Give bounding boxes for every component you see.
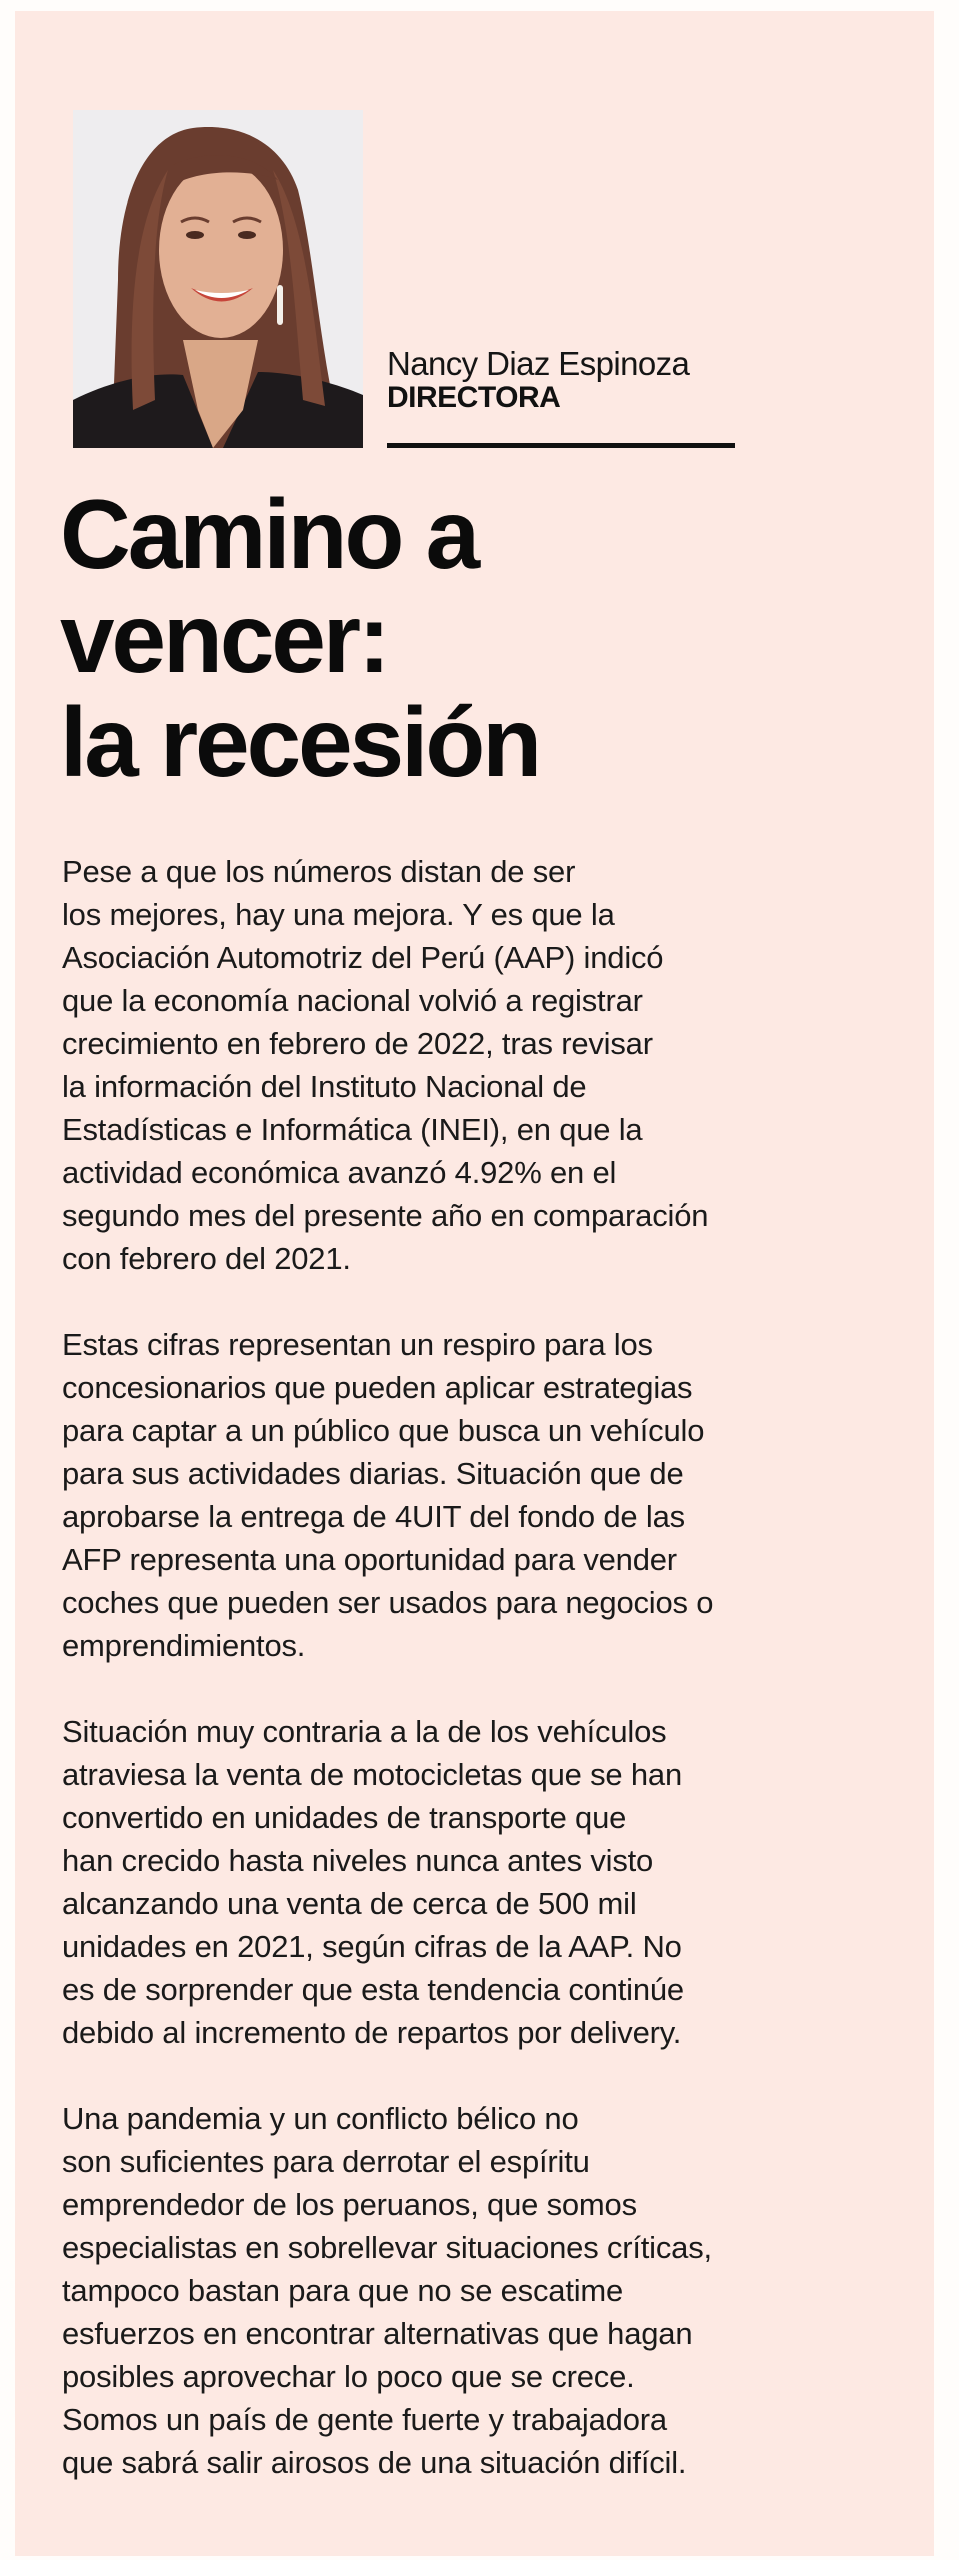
headline-line: Camino a [60, 479, 478, 589]
text-line: Somos un país de gente fuerte y trabajadora [62, 2402, 667, 2437]
text-line: es de sorprender que esta tendencia continúe [62, 1972, 684, 2007]
byline [387, 346, 735, 414]
author-role: DIRECTORA [387, 381, 561, 414]
text-line: coches que pueden ser usados para negocios o [62, 1585, 714, 1620]
text-line: Estas cifras representan un respiro para los [62, 1327, 653, 1362]
text-line: segundo mes del presente año en comparación [62, 1198, 709, 1233]
text-line: para captar a un público que busca un vehículo [62, 1413, 705, 1448]
text-line: tampoco bastan para que no se escatime [62, 2273, 624, 2308]
text-line: han crecido hasta niveles nunca antes visto [62, 1843, 654, 1878]
author-photo [73, 110, 363, 448]
portrait-illustration [73, 110, 363, 448]
author-name: Nancy Diaz Espinoza [387, 345, 690, 382]
text-line: que sabrá salir airosos de una situación difícil. [62, 2445, 687, 2480]
text-line: AFP representa una oportunidad para vender [62, 1542, 677, 1577]
article-body [62, 850, 922, 2527]
text-line: alcanzando una venta de cerca de 500 mil [62, 1886, 637, 1921]
text-line: posibles aprovechar lo poco que se crece. [62, 2359, 635, 2394]
headline-line: la recesión [60, 687, 540, 797]
text-line: debido al incremento de repartos por delivery. [62, 2015, 682, 2050]
text-line: unidades en 2021, según cifras de la AAP. No [62, 1929, 682, 1964]
text-line: son suficientes para derrotar el espíritu [62, 2144, 590, 2179]
text-line: para sus actividades diarias. Situación que de [62, 1456, 684, 1491]
text-line: actividad económica avanzó 4.92% en el [62, 1155, 617, 1190]
text-line: atraviesa la venta de motocicletas que se han [62, 1757, 682, 1792]
headline-line: vencer: [60, 583, 388, 693]
paragraph-3 [62, 1710, 922, 2054]
byline-divider [387, 443, 735, 448]
text-line: Asociación Automotriz del Perú (AAP) indicó [62, 940, 664, 975]
text-line: los mejores, hay una mejora. Y es que la [62, 897, 615, 932]
text-line: Una pandemia y un conflicto bélico no [62, 2101, 579, 2136]
text-line: emprendedor de los peruanos, que somos [62, 2187, 637, 2222]
paragraph-1 [62, 850, 922, 1280]
text-line: que la economía nacional volvió a registrar [62, 983, 643, 1018]
text-line: emprendimientos. [62, 1628, 306, 1663]
text-line: esfuerzos en encontrar alternativas que hagan [62, 2316, 693, 2351]
text-line: convertido en unidades de transporte que [62, 1800, 627, 1835]
text-line: con febrero del 2021. [62, 1241, 351, 1276]
text-line: Estadísticas e Informática (INEI), en que la [62, 1112, 643, 1147]
text-line: Pese a que los números distan de ser [62, 854, 576, 889]
text-line: concesionarios que pueden aplicar estrategias [62, 1370, 693, 1405]
paragraph-4 [62, 2097, 922, 2484]
text-line: Situación muy contraria a la de los vehículos [62, 1714, 667, 1749]
text-line: aprobarse la entrega de 4UIT del fondo de las [62, 1499, 685, 1534]
text-line: especialistas en sobrellevar situaciones críticas, [62, 2230, 712, 2265]
article-headline [60, 479, 540, 797]
paragraph-2 [62, 1323, 922, 1667]
text-line: crecimiento en febrero de 2022, tras revisar [62, 1026, 653, 1061]
text-line: la información del Instituto Nacional de [62, 1069, 587, 1104]
